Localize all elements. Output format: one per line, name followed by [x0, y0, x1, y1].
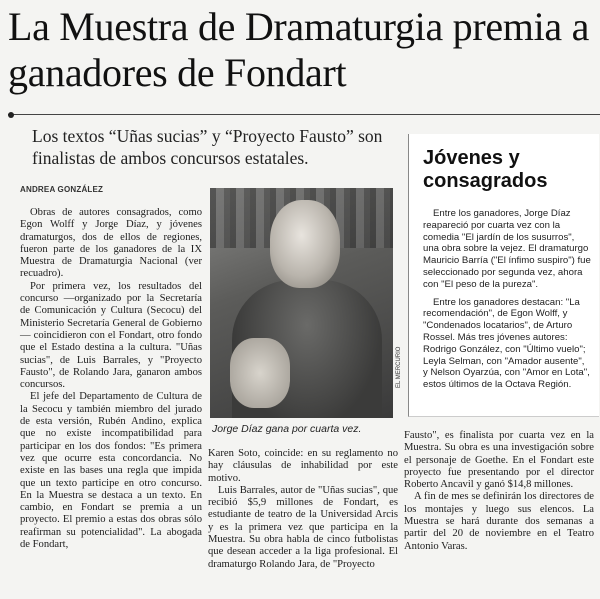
photo-figure-hand	[230, 338, 290, 408]
headline-rule	[8, 114, 600, 115]
sidebar-paragraph: Entre los ganadores destacan: "La recomendación", de Egon Wolff, y "Condenados locatarios", de Arturo Rossel. Más tres jóvenes autores: Rodrigo González, con "Último vuelo"; Leyla Selman, con "Amador ausente", y Nelson Oyarzúa, con "Amor en Lota", estos últimos de la Octava Región.	[423, 296, 590, 391]
article-column-3	[404, 430, 594, 553]
paragraph: Karen Soto, coincide: en su reglamento no hay cláusulas de inhabilidad por este motivo.	[208, 448, 398, 484]
paragraph: Por primera vez, los resultados del concurso —organizado por la Secretaría de Comunicación y Cultura (Secocu) del Ministerio Secretaría General de Gobierno— coincidieron con el Fondart, otro fondo que el Estado destina a la cultura. "Uñas sucias", de Luis Barrales, y "Proyecto Fausto", de Rolando Jara, ganaron ambos concursos.	[20, 280, 202, 391]
sidebar-text	[423, 208, 591, 397]
paragraph: Fausto", es finalista por cuarta vez en la Muestra. Su obra es una investigación sobre el personaje de Goethe. En el Fondart este proyecto fue presentando por el director Roberto Ancavil y ganó $14,8 millones.	[404, 430, 594, 491]
sidebar-box	[408, 134, 599, 417]
sidebar-title: Jóvenes y consagrados	[423, 147, 548, 192]
portrait-photo	[210, 188, 393, 418]
paragraph: A fin de mes se definirán los directores de los montajes y luego sus elencos. La Muestra se hará durante dos semanas a partir del 20 de noviembre en el Teatro Antonio Varas.	[404, 491, 594, 552]
byline: ANDREA GONZÁLEZ	[20, 185, 104, 194]
sidebar-paragraph: Entre los ganadores, Jorge Díaz reapareció por cuarta vez con la comedia "El jardín de los susurros", una obra sobre la vejez. El dramaturgo Mauricio Barría ("El ínfimo suspiro") fue seleccionado por segunda vez, ahora con "El peso de la pureza".	[423, 208, 591, 290]
headline: La Muestra de Dramaturgia premia a ganadores de Fondart	[8, 4, 590, 95]
article-column-2	[208, 448, 398, 571]
paragraph: Luis Barrales, autor de "Uñas sucias", que recibió $5,9 millones de Fondart, es estudiante de teatro de la Universidad Arcis y es la primera vez que participa en la Muestra. Su obra habla de cinco futbolistas que desean acceder a la liga profesional. El dramaturgo Rolando Jara, de "Proyecto	[208, 484, 398, 570]
photo-figure-head	[270, 200, 340, 288]
photo-caption: Jorge Díaz gana por cuarta vez.	[212, 423, 362, 435]
subheadline: Los textos “Uñas sucias” y “Proyecto Fausto” son finalistas de ambos concursos estatales.	[32, 126, 383, 168]
article-column-1	[20, 207, 202, 551]
paragraph: El jefe del Departamento de Cultura de la Secocu y también miembro del jurado de esta versión, Rubén Andino, explica que no existe incompatibilidad para participar en los dos fondos: "Es primera vez que ocurre esta concordancia. No existe en las bases una regla que impida que un texto participe en otro concurso. En la Muestra se destaca a un texto. En cambio, en Fondart se premia a un proyecto. El premio a estas dos obras sólo reafirman su potencialidad". La abogada de Fondart,	[20, 391, 202, 551]
paragraph: Obras de autores consagrados, como Egon Wolff y Jorge Díaz, y jóvenes dramaturgos, dos de ellos de regiones, fueron parte de los ganadores de la IX Muestra de Dramaturgia Nacional (ver recuadro).	[20, 207, 202, 280]
photo-credit: EL MERCURIO	[396, 346, 402, 388]
